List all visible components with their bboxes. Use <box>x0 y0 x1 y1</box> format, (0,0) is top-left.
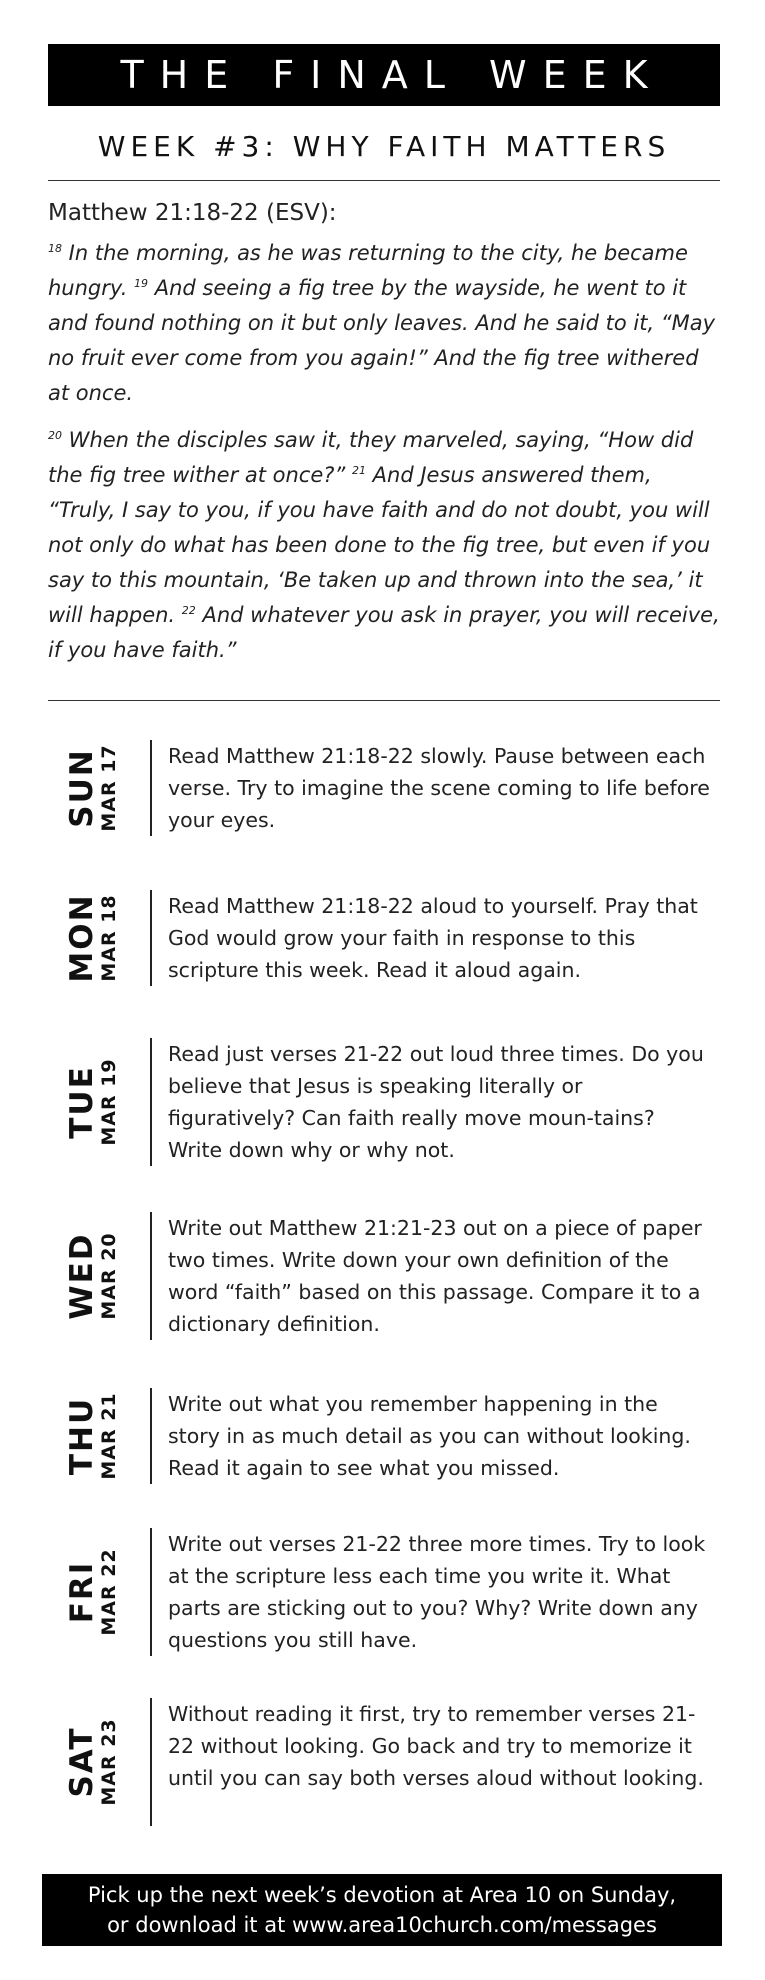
verse-number: 21 <box>351 464 366 477</box>
day-name: FRI <box>64 1560 100 1624</box>
day-date: MAR 23 <box>98 1718 120 1806</box>
day-instructions: Read Matthew 21:18-22 aloud to yourself. Pray that God would grow your faith in response to this scripture this week. Read it aloud again. <box>150 890 713 986</box>
verse-number: 22 <box>181 604 196 617</box>
day-instructions: Without reading it first, try to remember verses 21-22 without looking. Go back and try to memorize it until you can say both verses aloud without looking. <box>150 1698 713 1826</box>
verse-text: In the morning, as he was returning to the city, he became hungry. <box>48 241 688 300</box>
day-instructions: Read just verses 21-22 out loud three times. Do you believe that Jesus is speaking literally or figuratively? Can faith really move moun-tains? Write down why or why not. <box>150 1038 713 1166</box>
footer-banner <box>42 1874 722 1946</box>
day-instructions: Write out Matthew 21:21-23 out on a piece of paper two times. Write down your own definition of the word “faith” based on this passage. Compare it to a dictionary definition. <box>150 1212 713 1340</box>
day-entry-sat <box>48 1698 728 1826</box>
day-entry-wed <box>48 1212 728 1340</box>
page-title: THE FINAL WEEK <box>120 53 664 97</box>
day-entry-tue <box>48 1038 728 1166</box>
passage-paragraph <box>48 423 724 668</box>
divider <box>48 700 720 701</box>
day-instructions: Write out what you remember happening in the story in as much detail as you can without looking. Read it again to see what you missed. <box>150 1388 713 1484</box>
week-subtitle: WEEK #3: WHY FAITH MATTERS <box>97 130 671 163</box>
day-label <box>48 1698 138 1826</box>
scripture-passage <box>48 236 724 680</box>
day-date: MAR 22 <box>98 1548 120 1636</box>
verse-text: When the disciples saw it, they marveled, saying, “How did the fig tree wither at once?” <box>48 428 694 487</box>
verse-text: And seeing a fig tree by the wayside, he went to it and found nothing on it but only leaves. And he said to it, “May no fruit ever come from you again!” And the fig tree withered at once. <box>48 276 716 405</box>
day-name: WED <box>64 1232 100 1320</box>
footer-line: Pick up the next week’s devotion at Area 10 on Sunday, <box>87 1883 677 1907</box>
day-name: SAT <box>64 1726 100 1798</box>
passage-paragraph <box>48 236 724 411</box>
divider <box>48 180 720 181</box>
day-date: MAR 19 <box>98 1058 120 1146</box>
verse-number: 20 <box>48 429 62 442</box>
day-name: THU <box>64 1396 100 1476</box>
day-instructions: Read Matthew 21:18-22 slowly. Pause between each verse. Try to imagine the scene coming to life before your eyes. <box>150 740 713 836</box>
footer-line: or download it at www.area10church.com/messages <box>107 1913 657 1937</box>
title-banner <box>48 44 720 106</box>
day-label <box>48 1212 138 1340</box>
day-label <box>48 1528 138 1656</box>
verse-number: 18 <box>48 242 62 255</box>
day-label <box>48 740 138 836</box>
verse-text: And whatever you ask in prayer, you will receive, if you have faith.” <box>48 603 720 662</box>
day-date: MAR 18 <box>98 894 120 982</box>
day-date: MAR 20 <box>98 1232 120 1320</box>
day-label <box>48 1038 138 1166</box>
day-label <box>48 890 138 986</box>
day-instructions: Write out verses 21-22 three more times. Try to look at the scripture less each time you write it. What parts are sticking out to you? Why? Write down any questions you still have. <box>150 1528 713 1656</box>
day-name: SUN <box>64 748 100 828</box>
day-name: MON <box>64 893 100 983</box>
day-label <box>48 1388 138 1484</box>
day-date: MAR 17 <box>98 744 120 832</box>
scripture-reference: Matthew 21:18-22 (ESV): <box>48 200 337 226</box>
verse-number: 19 <box>134 277 149 290</box>
day-date: MAR 21 <box>98 1392 120 1480</box>
day-entry-mon <box>48 890 728 986</box>
day-entry-sun <box>48 740 728 836</box>
verse-text: And Jesus answered them, “Truly, I say to you, if you have faith and do not doubt, you will not only do what has been done to the fig tree, but even if you say to this mountain, ‘Be taken up and thrown into the sea,’ it will happen. <box>48 463 711 627</box>
day-entry-fri <box>48 1528 728 1656</box>
day-entry-thu <box>48 1388 728 1484</box>
day-name: TUE <box>64 1065 100 1139</box>
